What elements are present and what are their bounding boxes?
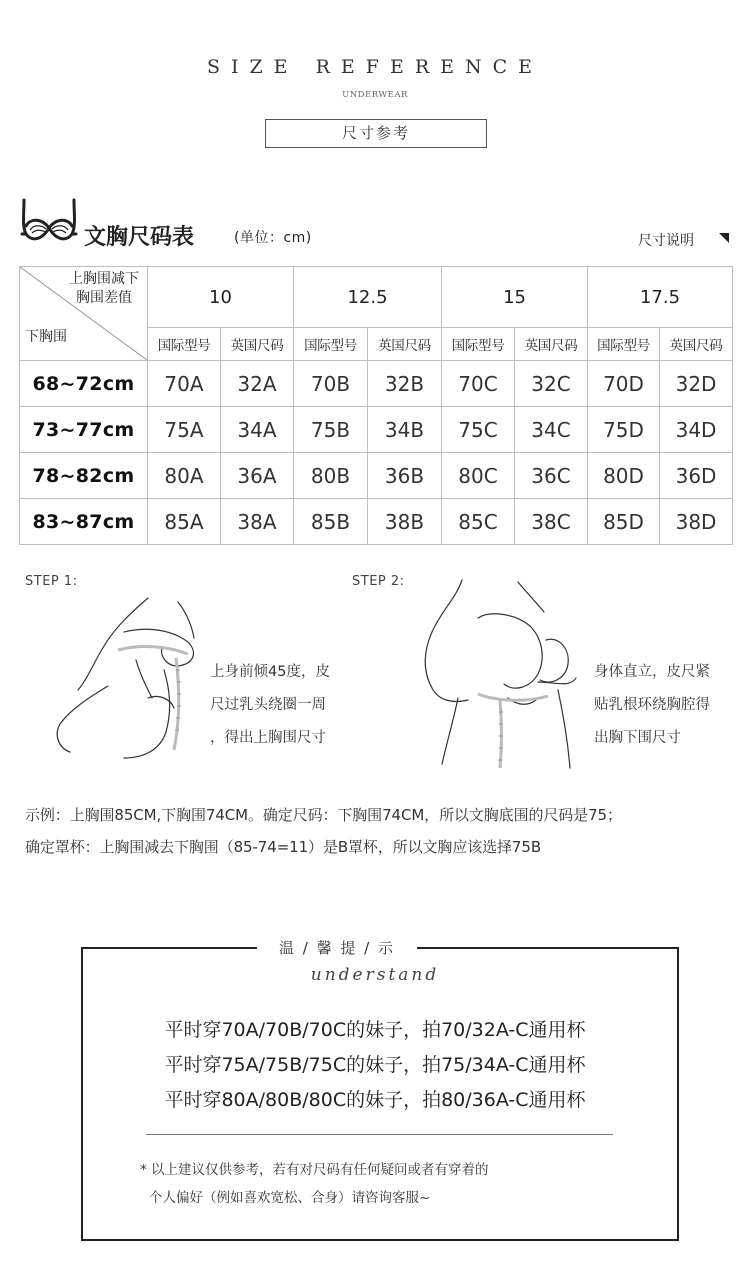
size-cell: 85D xyxy=(588,499,660,545)
size-cell: 38A xyxy=(221,499,294,545)
size-cell: 75A xyxy=(148,407,221,453)
tips-divider xyxy=(146,1134,613,1135)
sub-header-intl: 国际型号 xyxy=(294,328,368,361)
step2-label: STEP 2: xyxy=(352,574,405,589)
size-cell: 34B xyxy=(368,407,442,453)
tips-title-wrap xyxy=(257,935,417,961)
tips-script-text: understand xyxy=(310,965,440,985)
size-cell: 38B xyxy=(368,499,442,545)
size-table xyxy=(19,266,733,545)
sub-header-intl: 国际型号 xyxy=(148,328,221,361)
size-cell: 38D xyxy=(660,499,733,545)
size-cell: 70D xyxy=(588,361,660,407)
example-line-2: 确定罩杯：上胸围减去下胸围（85-74=11）是B罩杯，所以文胸应该选择75B xyxy=(25,838,542,856)
diff-header: 15 xyxy=(442,267,588,328)
size-cell: 80B xyxy=(294,453,368,499)
sub-header-uk: 英国尺码 xyxy=(660,328,733,361)
header-box-label: 尺寸参考 xyxy=(265,119,487,148)
step1-label: STEP 1: xyxy=(25,574,78,589)
diff-header: 12.5 xyxy=(294,267,442,328)
bra-icon xyxy=(20,196,78,242)
sub-header-uk: 英国尺码 xyxy=(515,328,588,361)
tip-line: 平时穿75A/75B/75C的妹子，拍75/34A-C通用杯 xyxy=(164,1054,586,1076)
header-subtitle: UNDERWEAR xyxy=(342,90,408,100)
size-cell: 32B xyxy=(368,361,442,407)
size-cell: 75C xyxy=(442,407,515,453)
measure-figure-upright-icon xyxy=(418,578,590,770)
size-cell: 80D xyxy=(588,453,660,499)
table-row xyxy=(20,361,733,407)
sub-header-intl: 国际型号 xyxy=(442,328,515,361)
corner-top-label: 上胸围减下 胸围差值 xyxy=(69,271,139,306)
size-cell: 75D xyxy=(588,407,660,453)
diff-header: 17.5 xyxy=(588,267,733,328)
size-cell: 70C xyxy=(442,361,515,407)
step2-description: 身体直立，皮尺紧 贴乳根环绕胸腔得 出胸下围尺寸 xyxy=(594,664,710,746)
row-range-label: 68~72cm xyxy=(20,361,148,407)
size-cell: 85C xyxy=(442,499,515,545)
table-row xyxy=(20,499,733,545)
size-cell: 70B xyxy=(294,361,368,407)
table-row xyxy=(20,407,733,453)
header-title: SIZE REFERENCE xyxy=(206,56,544,78)
size-cell: 36D xyxy=(660,453,733,499)
size-note-link[interactable]: 尺寸说明 xyxy=(638,233,694,249)
measure-figure-lean-icon xyxy=(48,590,208,760)
size-cell: 70A xyxy=(148,361,221,407)
triangle-down-right-icon xyxy=(719,233,729,243)
fine-print-1: * 以上建议仅供参考，若有对尺码有任何疑问或者有穿着的 xyxy=(140,1162,489,1178)
tip-line: 平时穿70A/70B/70C的妹子，拍70/32A-C通用杯 xyxy=(164,1019,586,1041)
example-line-1: 示例：上胸围85CM,下胸围74CM。确定尺码：下胸围74CM，所以文胸底围的尺码是75； xyxy=(25,806,622,824)
size-cell: 80A xyxy=(148,453,221,499)
size-cell: 32D xyxy=(660,361,733,407)
table-corner-cell xyxy=(20,267,148,361)
size-chart-unit: (单位：cm) xyxy=(234,230,312,246)
step1-description: 上身前倾45度，皮 尺过乳头绕圈一周 ，得出上胸围尺寸 xyxy=(210,664,330,746)
table-row xyxy=(20,453,733,499)
corner-bottom-label: 下胸围 xyxy=(25,329,67,345)
sub-header-uk: 英国尺码 xyxy=(368,328,442,361)
row-range-label: 78~82cm xyxy=(20,453,148,499)
diff-header: 10 xyxy=(148,267,294,328)
size-cell: 32C xyxy=(515,361,588,407)
size-cell: 34A xyxy=(221,407,294,453)
size-chart-title: 文胸尺码表 xyxy=(84,225,195,250)
row-range-label: 73~77cm xyxy=(20,407,148,453)
size-cell: 75B xyxy=(294,407,368,453)
sub-header-intl: 国际型号 xyxy=(588,328,660,361)
tip-line: 平时穿80A/80B/80C的妹子，拍80/36A-C通用杯 xyxy=(164,1089,586,1111)
sub-header-uk: 英国尺码 xyxy=(221,328,294,361)
size-cell: 36B xyxy=(368,453,442,499)
size-cell: 32A xyxy=(221,361,294,407)
tips-title: 温 / 馨 提 / 示 xyxy=(279,939,395,957)
size-cell: 36C xyxy=(515,453,588,499)
size-cell: 38C xyxy=(515,499,588,545)
size-cell: 34D xyxy=(660,407,733,453)
size-cell: 36A xyxy=(221,453,294,499)
size-cell: 80C xyxy=(442,453,515,499)
fine-print-2: 个人偏好（例如喜欢宽松、合身）请咨询客服~ xyxy=(149,1190,431,1206)
size-cell: 85B xyxy=(294,499,368,545)
size-cell: 85A xyxy=(148,499,221,545)
row-range-label: 83~87cm xyxy=(20,499,148,545)
size-cell: 34C xyxy=(515,407,588,453)
